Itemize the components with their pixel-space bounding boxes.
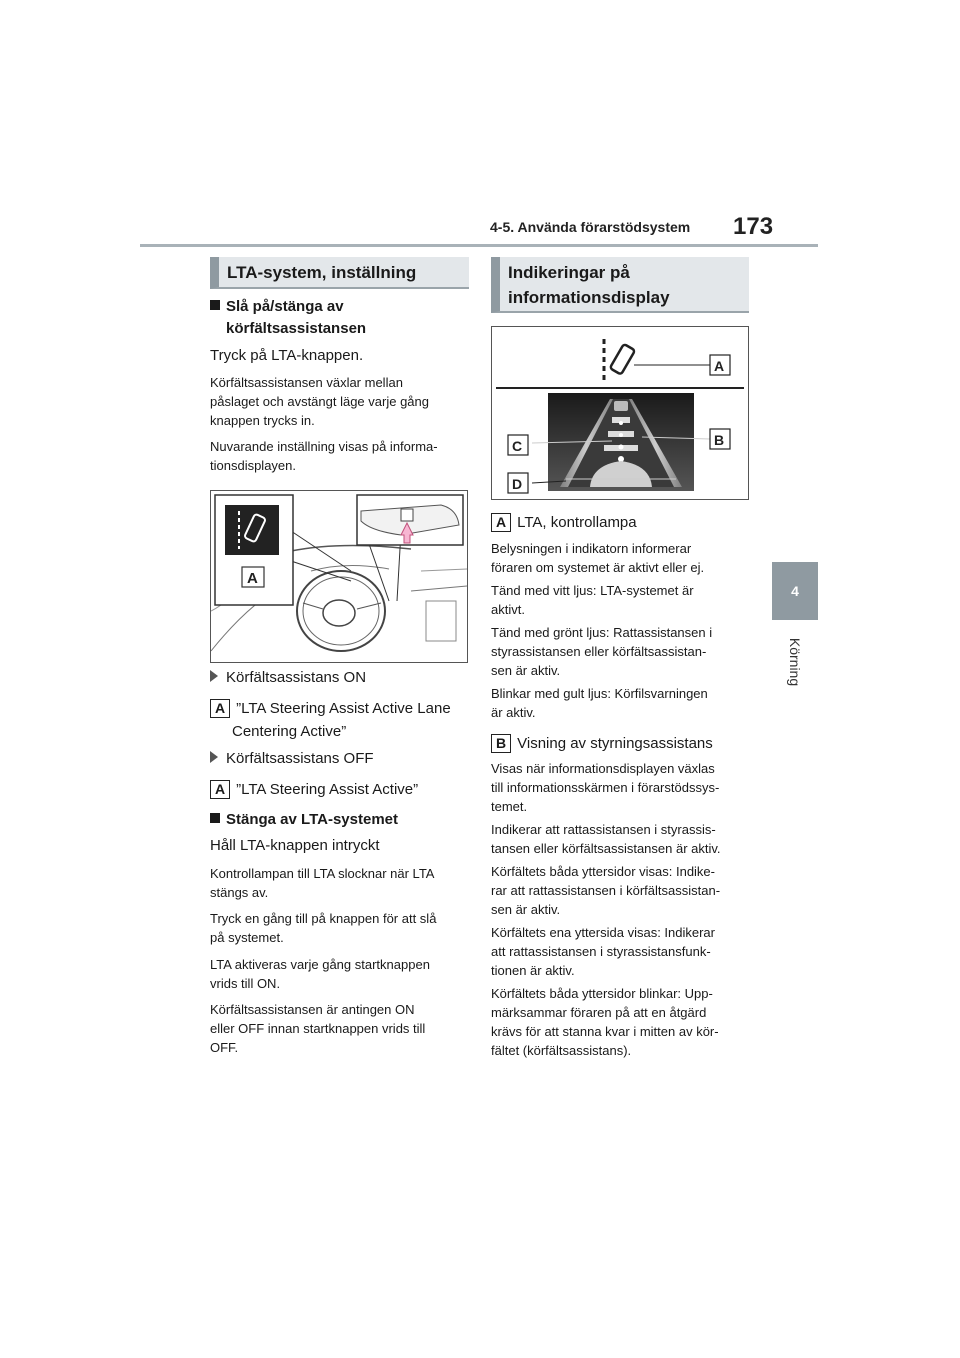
para-start-2: vrids till ON. bbox=[210, 976, 281, 991]
figure-label-a: A bbox=[247, 570, 258, 587]
item-b-p4b: att rattassistansen i styrassistansfunk- bbox=[491, 944, 711, 959]
item-b-p1b: till informationsskärmen i förarstödssys- bbox=[491, 780, 720, 795]
option-off: Körfältsassistans OFF bbox=[210, 748, 468, 769]
item-a-p4: Blinkar med gult ljus: Körfilsvarningen bbox=[491, 686, 708, 701]
para-setting-1: Nuvarande inställning visas på informa- bbox=[210, 439, 438, 454]
para-on-2: på systemet. bbox=[210, 930, 284, 945]
item-a-p2b: aktivt. bbox=[491, 602, 525, 617]
item-a-p1: Belysningen i indikatorn informerar bbox=[491, 541, 692, 556]
item-a-p3b: styrassistansen eller körfältsassistan- bbox=[491, 644, 707, 659]
instruction-press: Tryck på LTA-knappen. bbox=[210, 347, 364, 364]
item-b-p3c: sen är aktiv. bbox=[491, 902, 561, 917]
item-b-p5d: fältet (körfältsassistans). bbox=[491, 1043, 632, 1058]
item-b-p3: Körfältets båda yttersidor visas: Indike- bbox=[491, 864, 715, 879]
item-a-p1b: föraren om systemet är aktivt eller ej. bbox=[491, 560, 705, 575]
para-toggle-2: påslaget och avstängt läge varje gång bbox=[210, 394, 429, 409]
para-setting-2: tionsdisplayen. bbox=[210, 458, 296, 473]
option-on: Körfältsassistans ON bbox=[210, 667, 468, 688]
para-start-1: LTA aktiveras varje gång startknappen bbox=[210, 957, 430, 972]
section-heading-display: Indikeringar på informationsdisplay bbox=[491, 257, 749, 313]
display-label-a: A bbox=[714, 358, 725, 374]
display-label-b: B bbox=[714, 432, 725, 448]
item-b-p1c: temet. bbox=[491, 799, 528, 814]
para-toggle-3: knappen trycks in. bbox=[210, 413, 315, 428]
item-b-p4c: tionen är aktiv. bbox=[491, 963, 575, 978]
item-a-p3c: sen är aktiv. bbox=[491, 663, 561, 678]
dashboard-illustration bbox=[211, 491, 467, 662]
instruction-hold: Håll LTA-knappen intryckt bbox=[210, 837, 380, 854]
item-b-p5c: krävs för att stanna kvar i mitten av kör- bbox=[491, 1024, 719, 1039]
display-label-d: D bbox=[512, 476, 523, 492]
item-b-p2: Indikerar att rattassistansen i styrassis- bbox=[491, 822, 716, 837]
para-toggle-1: Körfältsassistansen växlar mellan bbox=[210, 375, 403, 390]
option-on-desc: A ”LTA Steering Assist Active Lane bbox=[210, 698, 468, 719]
dashboard-figure bbox=[210, 490, 468, 663]
item-b-p4: Körfältets ena yttersida visas: Indikerar bbox=[491, 925, 715, 940]
para-off-2: stängs av. bbox=[210, 885, 269, 900]
para-on-1: Tryck en gång till på knappen för att slå bbox=[210, 911, 437, 926]
para-state-3: OFF. bbox=[210, 1040, 239, 1055]
item-a-p2: Tänd med vitt ljus: LTA-systemet är bbox=[491, 583, 694, 598]
display-figure bbox=[491, 326, 749, 500]
chapter-label: Körning bbox=[787, 637, 803, 687]
chapter-tab[interactable]: 4 bbox=[772, 562, 818, 620]
option-off-desc: A ”LTA Steering Assist Active” bbox=[210, 779, 468, 800]
page-number: 173 bbox=[733, 213, 774, 240]
header-divider bbox=[140, 244, 818, 247]
item-b-p5: Körfältets båda yttersidor blinkar: Upp- bbox=[491, 986, 713, 1001]
para-state-1: Körfältsassistansen är antingen ON bbox=[210, 1002, 415, 1017]
display-label-c: C bbox=[512, 438, 523, 454]
item-b-p2b: tansen eller körfältsassistansen är aktiv. bbox=[491, 841, 721, 856]
para-off-1: Kontrollampan till LTA slocknar när LTA bbox=[210, 866, 435, 881]
item-a-p3: Tänd med grönt ljus: Rattassistansen i bbox=[491, 625, 713, 640]
section-title: 4-5. Använda förarstödsystem bbox=[490, 219, 691, 235]
subheading-toggle-2: körfältsassistansen bbox=[226, 320, 367, 337]
option-on-desc-2: Centering Active” bbox=[232, 723, 347, 740]
item-b-title: B Visning av styrningsassistans bbox=[491, 733, 753, 754]
item-a-title: A LTA, kontrollampa bbox=[491, 512, 753, 533]
display-illustration bbox=[492, 327, 748, 499]
item-b-p1: Visas när informationsdisplayen växlas bbox=[491, 761, 715, 776]
item-b-p5b: märksammar föraren på att en åtgärd bbox=[491, 1005, 707, 1020]
section-heading-lta: LTA-system, inställning bbox=[210, 257, 469, 289]
item-a-p4b: är aktiv. bbox=[491, 705, 536, 720]
subheading-toggle: Slå på/stänga av bbox=[210, 296, 468, 318]
item-b-p3b: rar att rattassistansen i körfältsassistan- bbox=[491, 883, 721, 898]
para-state-2: eller OFF innan startknappen vrids till bbox=[210, 1021, 426, 1036]
subheading-disable: Stänga av LTA-systemet bbox=[210, 809, 468, 831]
